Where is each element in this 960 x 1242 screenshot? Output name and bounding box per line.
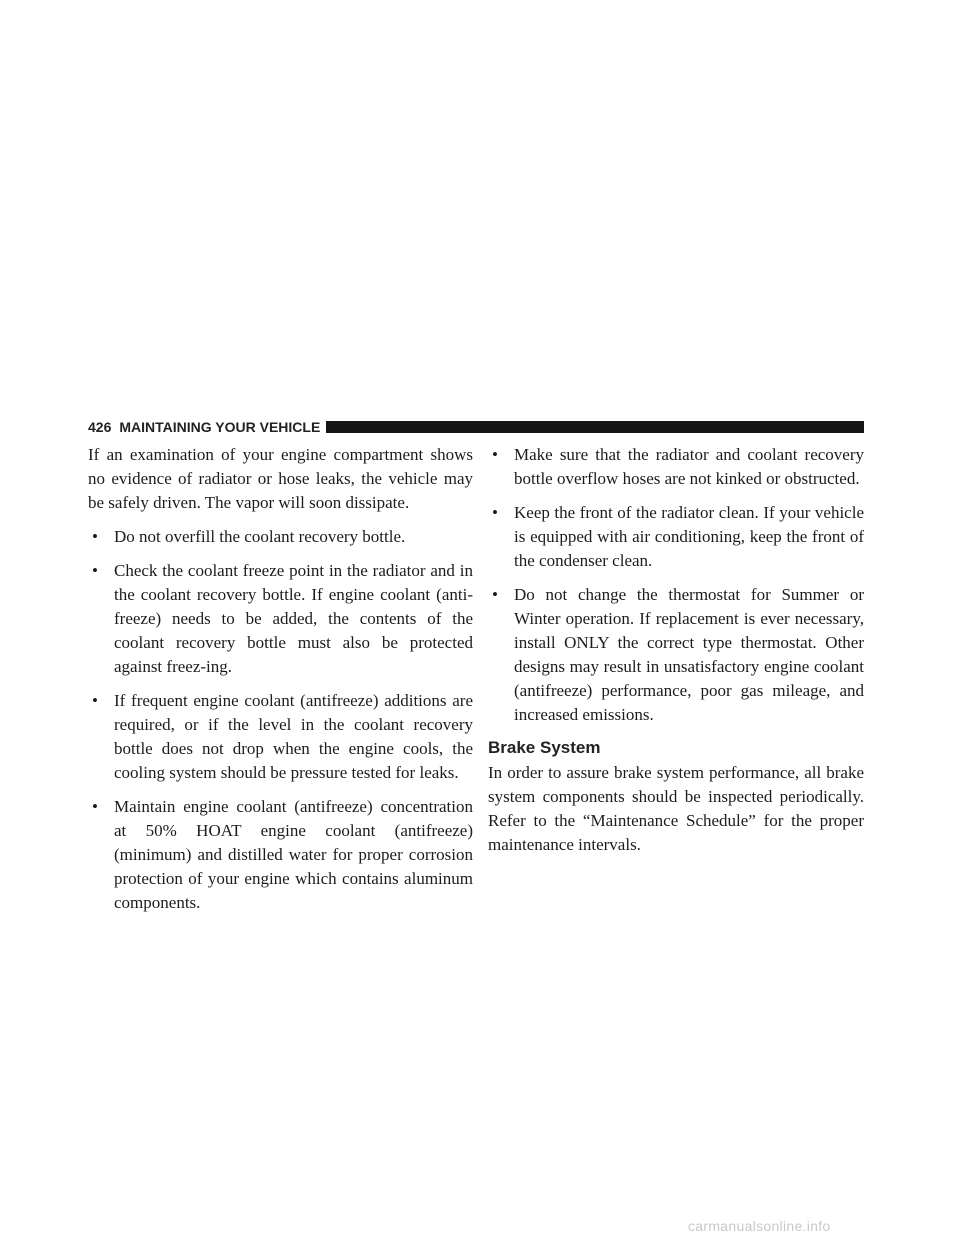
brake-system-paragraph: In order to assure brake system performance, all brake system components should be inspected periodically. Refer to the “Maintenance Schedule” for the proper maintenance intervals. [488,763,864,854]
bullet-icon: • [92,691,98,710]
list-item [488,501,864,573]
right-bullet-list [488,443,864,727]
bullet-icon: • [492,445,498,464]
brake-system-heading: Brake System [488,738,601,757]
list-item [88,559,473,679]
watermark-text: carmanualsonline.info [688,1218,831,1234]
list-item-text: Do not overfill the coolant recovery bottle. [114,527,406,546]
list-item [88,525,473,549]
section-title: MAINTAINING YOUR VEHICLE [119,419,321,435]
list-item-text: Make sure that the radiator and coolant recovery bottle overflow hoses are not kinked or obstructed. [514,445,864,488]
list-item-text: Keep the front of the radiator clean. If your vehicle is equipped with air conditioning, keep the front of the condenser clean. [514,503,864,570]
list-item [488,443,864,491]
list-item [88,795,473,915]
header-rule [326,421,864,433]
list-item [88,689,473,785]
bullet-icon: • [92,527,98,546]
left-bullet-list [88,525,473,915]
list-item-text: Check the coolant freeze point in the radiator and in the coolant recovery bottle. If engine coolant (anti-freeze) needs to be added, the contents of the coolant recovery bottle must also be protected against freez-ing. [114,561,473,676]
page-number: 426 [88,419,112,435]
bullet-icon: • [92,797,98,816]
right-column [488,443,864,867]
left-column [88,443,473,925]
page-header [88,417,864,437]
bullet-icon: • [492,503,498,522]
list-item-text: If frequent engine coolant (antifreeze) additions are required, or if the level in the coolant recovery bottle does not drop when the engine cools, the cooling system should be pressure tested for leaks. [114,691,473,782]
list-item-text: Maintain engine coolant (antifreeze) concentration at 50% HOAT engine coolant (antifreeze) (minimum) and distilled water for proper corrosion protection of your engine which contains aluminum components. [114,797,473,912]
bullet-icon: • [492,585,498,604]
list-item-text: Do not change the thermostat for Summer or Winter operation. If replacement is ever necessary, install ONLY the correct type thermostat. Other designs may result in unsatisfactory engine coolant (antifreeze) performance, poor gas mileage, and increased emissions. [514,585,864,724]
bullet-icon: • [92,561,98,580]
intro-paragraph: If an examination of your engine compartment shows no evidence of radiator or hose leaks, the vehicle may be safely driven. The vapor will soon dissipate. [88,445,473,512]
list-item [488,583,864,727]
